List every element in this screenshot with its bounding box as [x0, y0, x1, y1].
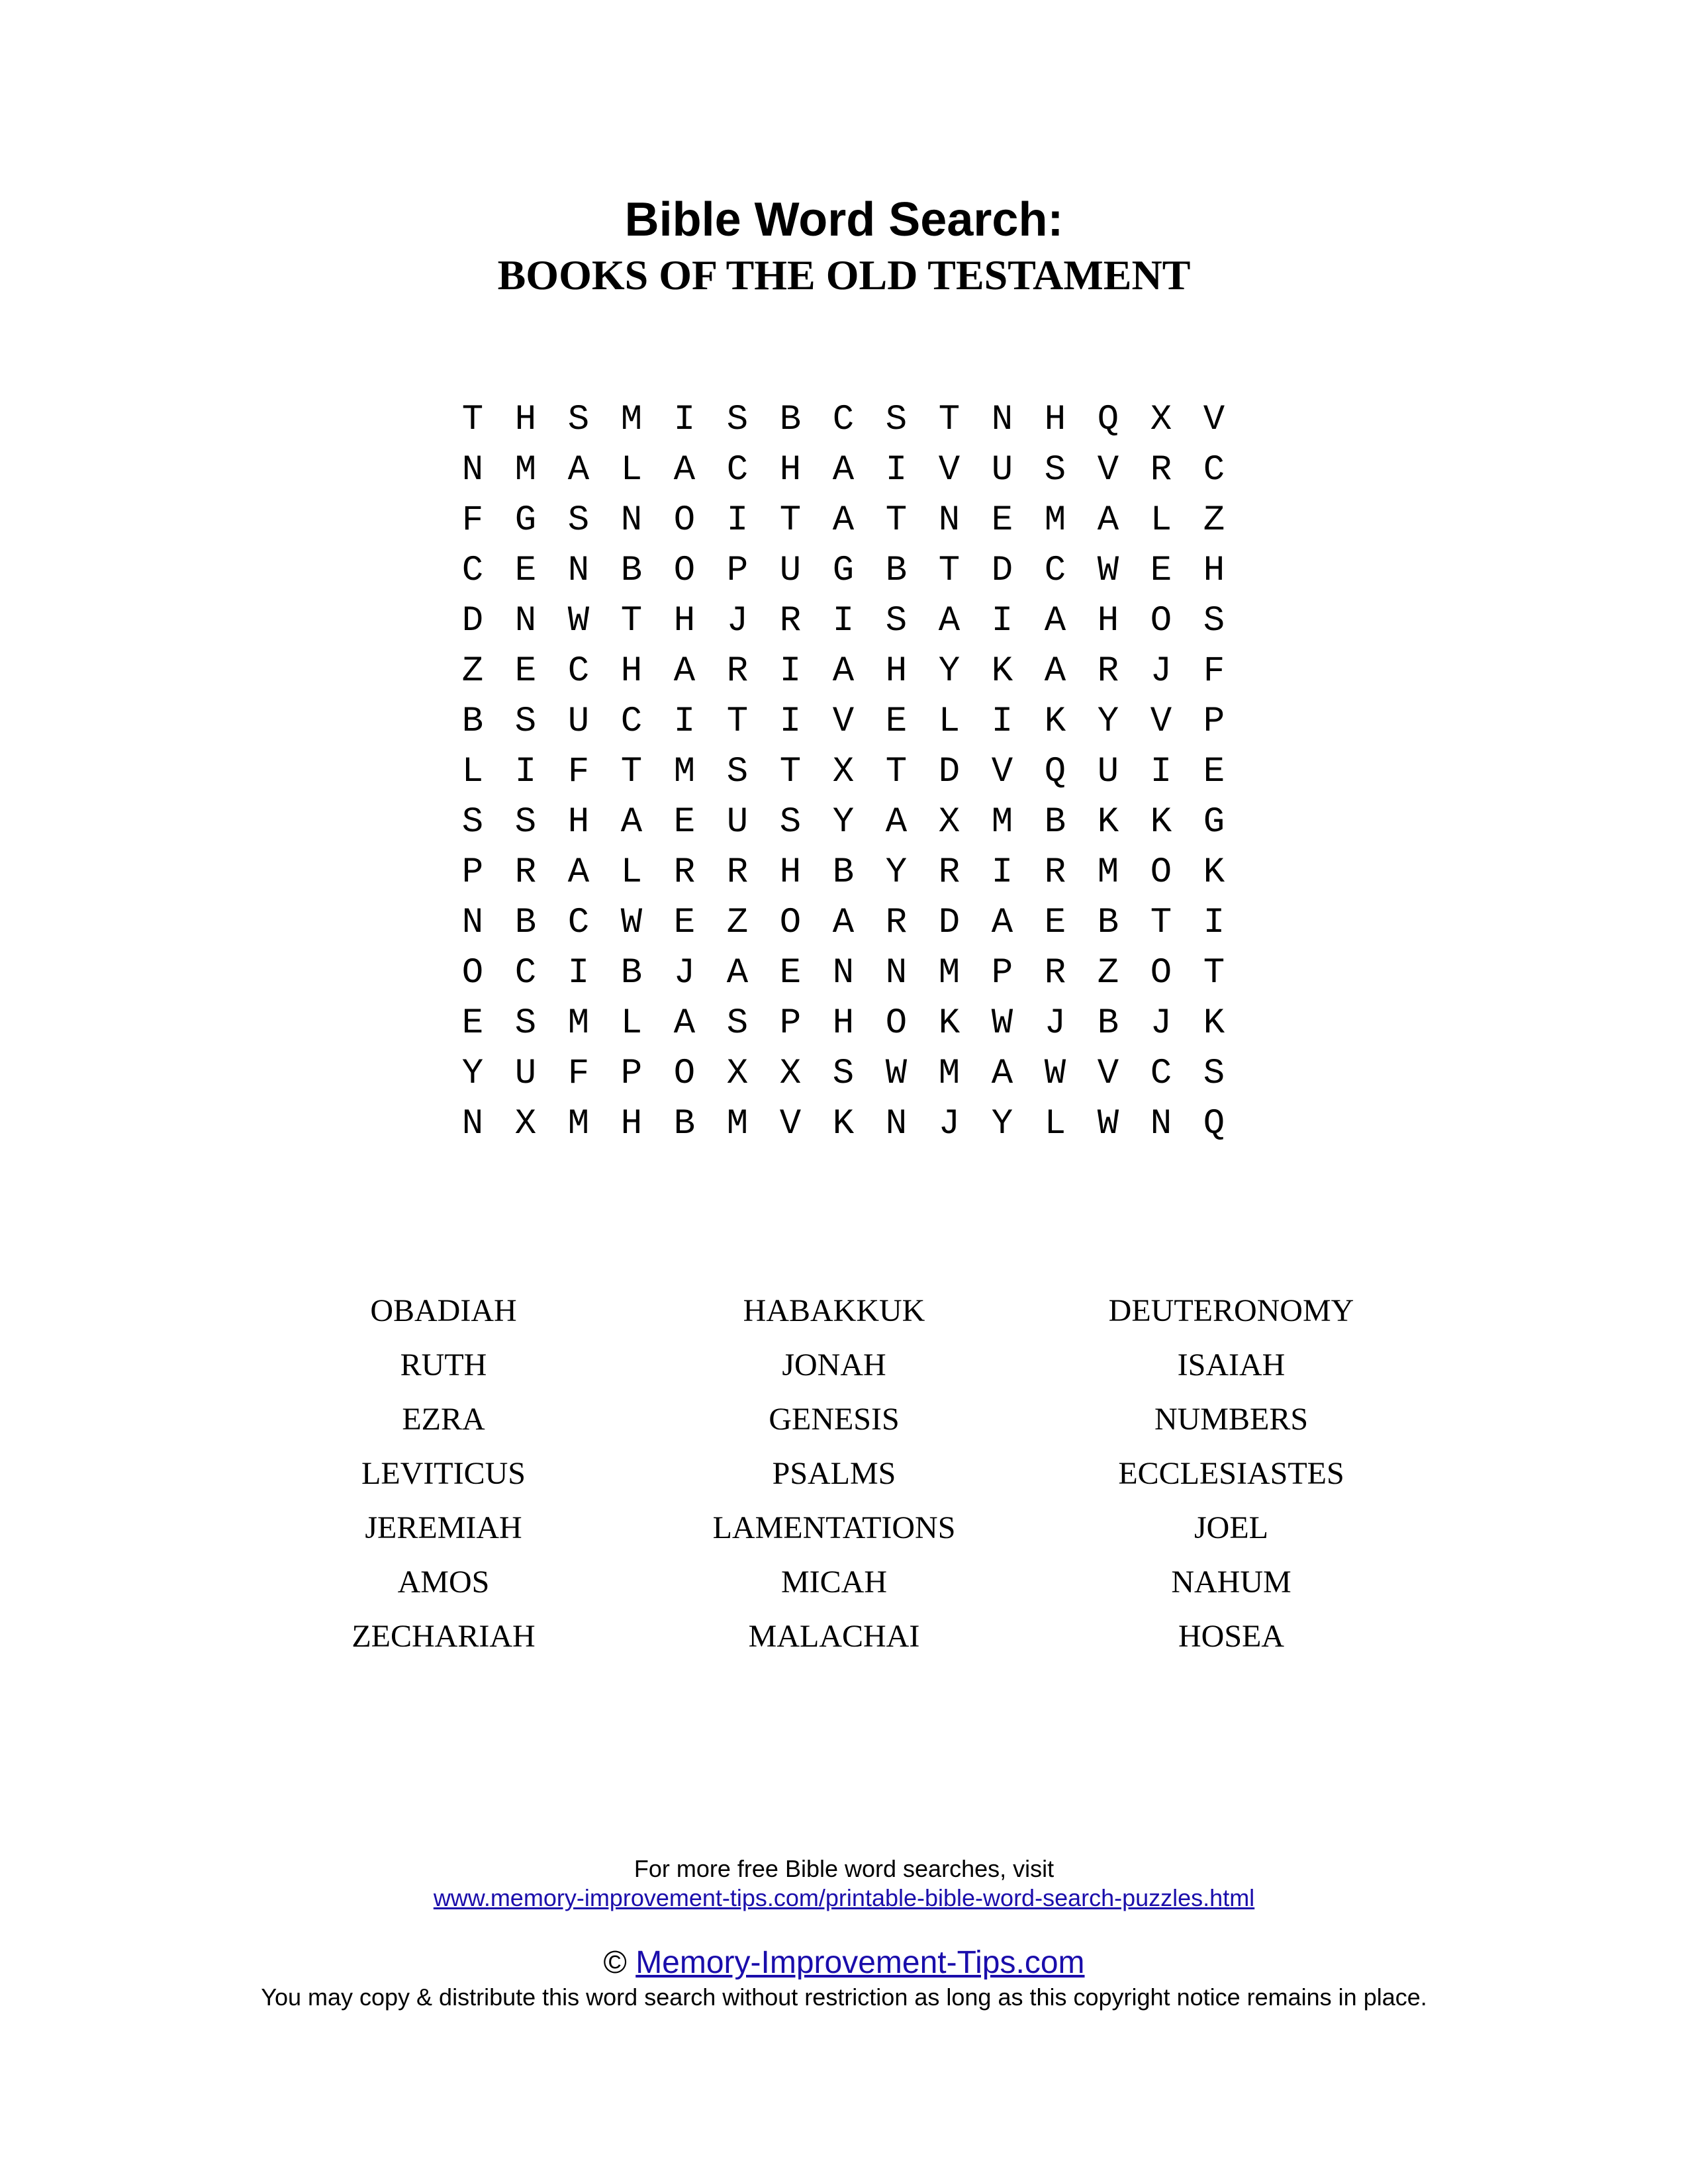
grid-letter: C [726, 450, 749, 490]
grid-letter: C [832, 400, 855, 440]
grid-letter: S [567, 500, 590, 541]
grid-letter: G [1203, 802, 1225, 842]
word-list-item: MALACHAI [748, 1619, 920, 1654]
grid-letter: S [885, 601, 908, 641]
grid-letter: K [832, 1104, 855, 1144]
grid-letter: L [620, 450, 643, 490]
grid-letter: A [832, 651, 855, 692]
grid-letter: W [991, 1003, 1013, 1044]
grid-letter: M [726, 1104, 749, 1144]
grid-letter: A [938, 601, 961, 641]
grid-letter: R [779, 601, 802, 641]
grid-letter: I [514, 752, 537, 792]
grid-letter: J [1044, 1003, 1066, 1044]
word-list-item: JEREMIAH [365, 1510, 522, 1545]
grid-letter: I [832, 601, 855, 641]
grid-letter: L [620, 1003, 643, 1044]
grid-letter: I [726, 500, 749, 541]
grid-letter: N [938, 500, 961, 541]
grid-letter: V [991, 752, 1013, 792]
grid-letter: U [726, 802, 749, 842]
grid-letter: A [991, 903, 1013, 943]
grid-letter: M [673, 752, 696, 792]
grid-letter: V [1097, 450, 1119, 490]
grid-letter: E [514, 651, 537, 692]
grid-letter: C [567, 903, 590, 943]
grid-letter: Q [1097, 400, 1119, 440]
grid-letter: S [779, 802, 802, 842]
grid-letter: Z [726, 903, 749, 943]
word-list-item: JONAH [782, 1347, 886, 1383]
page-title: Bible Word Search: [624, 193, 1064, 246]
grid-letter: J [1150, 1003, 1172, 1044]
grid-letter: M [567, 1104, 590, 1144]
copyright-symbol: © [603, 1945, 627, 1980]
grid-letter: T [885, 752, 908, 792]
grid-letter: O [1150, 953, 1172, 993]
grid-letter: L [1044, 1104, 1066, 1144]
grid-letter: R [673, 852, 696, 893]
grid-letter: N [461, 1104, 484, 1144]
word-list-item: ZECHARIAH [352, 1619, 536, 1654]
grid-letter: I [1203, 903, 1225, 943]
grid-letter: Z [1097, 953, 1119, 993]
grid-letter: K [1203, 1003, 1225, 1044]
grid-letter: T [938, 551, 961, 591]
grid-letter: D [461, 601, 484, 641]
grid-letter: V [1150, 702, 1172, 742]
grid-letter: T [1150, 903, 1172, 943]
grid-letter: P [779, 1003, 802, 1044]
grid-letter: S [461, 802, 484, 842]
grid-letter: O [779, 903, 802, 943]
grid-letter: A [567, 852, 590, 893]
grid-letter: P [991, 953, 1013, 993]
grid-letter: N [885, 953, 908, 993]
grid-letter: Y [938, 651, 961, 692]
grid-letter: N [885, 1104, 908, 1144]
grid-letter: O [461, 953, 484, 993]
grid-letter: T [726, 702, 749, 742]
grid-letter: E [514, 551, 537, 591]
grid-letter: I [567, 953, 590, 993]
grid-letter: P [726, 551, 749, 591]
grid-letter: A [832, 903, 855, 943]
grid-letter: S [1044, 450, 1066, 490]
grid-letter: M [938, 953, 961, 993]
grid-letter: I [1150, 752, 1172, 792]
grid-letter: Y [461, 1054, 484, 1094]
grid-row [446, 496, 1241, 546]
grid-letter: O [673, 1054, 696, 1094]
grid-letter: K [1044, 702, 1066, 742]
grid-letter: L [620, 852, 643, 893]
grid-letter: N [832, 953, 855, 993]
grid-letter: X [779, 1054, 802, 1094]
grid-letter: H [620, 1104, 643, 1144]
grid-letter: H [1097, 601, 1119, 641]
grid-letter: S [832, 1054, 855, 1094]
grid-letter: H [885, 651, 908, 692]
grid-row [446, 898, 1241, 948]
grid-letter: S [726, 752, 749, 792]
grid-row [446, 797, 1241, 848]
grid-letter: M [1097, 852, 1119, 893]
grid-letter: H [673, 601, 696, 641]
grid-row [446, 596, 1241, 647]
grid-letter: C [620, 702, 643, 742]
word-list-item: ISAIAH [1177, 1347, 1286, 1383]
grid-row [446, 445, 1241, 496]
grid-letter: N [991, 400, 1013, 440]
grid-letter: K [938, 1003, 961, 1044]
grid-letter: V [832, 702, 855, 742]
grid-letter: T [938, 400, 961, 440]
word-list-column-3 [1033, 1284, 1430, 1664]
grid-letter: T [885, 500, 908, 541]
grid-letter: J [726, 601, 749, 641]
grid-letter: R [726, 651, 749, 692]
grid-letter: S [726, 1003, 749, 1044]
grid-letter: Y [991, 1104, 1013, 1144]
grid-letter: R [1044, 852, 1066, 893]
grid-letter: H [779, 852, 802, 893]
grid-letter: T [779, 500, 802, 541]
word-list-item: ECCLESIASTES [1118, 1456, 1344, 1491]
grid-letter: D [938, 752, 961, 792]
grid-letter: W [885, 1054, 908, 1094]
grid-letter: E [673, 802, 696, 842]
grid-letter: A [673, 651, 696, 692]
grid-letter: U [514, 1054, 537, 1094]
grid-letter: V [779, 1104, 802, 1144]
grid-letter: E [885, 702, 908, 742]
grid-letter: K [1150, 802, 1172, 842]
grid-row [446, 647, 1241, 697]
grid-letter: W [1097, 551, 1119, 591]
grid-letter: J [1150, 651, 1172, 692]
word-list-item: RUTH [400, 1347, 487, 1383]
grid-letter: B [832, 852, 855, 893]
grid-letter: Y [1097, 702, 1119, 742]
grid-row [446, 546, 1241, 596]
grid-letter: Z [1203, 500, 1225, 541]
copyright-link[interactable]: Memory-Improvement-Tips.com [635, 1945, 1085, 1980]
grid-letter: E [1203, 752, 1225, 792]
grid-letter: J [938, 1104, 961, 1144]
grid-letter: C [1203, 450, 1225, 490]
grid-letter: E [991, 500, 1013, 541]
grid-letter: L [461, 752, 484, 792]
grid-letter: P [620, 1054, 643, 1094]
grid-letter: B [885, 551, 908, 591]
grid-letter: S [514, 702, 537, 742]
grid-letter: O [885, 1003, 908, 1044]
grid-letter: A [832, 450, 855, 490]
grid-letter: F [567, 752, 590, 792]
grid-letter: Q [1044, 752, 1066, 792]
grid-letter: M [1044, 500, 1066, 541]
grid-letter: A [673, 1003, 696, 1044]
grid-letter: M [567, 1003, 590, 1044]
grid-letter: H [1044, 400, 1066, 440]
grid-letter: A [567, 450, 590, 490]
grid-letter: O [673, 500, 696, 541]
grid-letter: N [461, 450, 484, 490]
grid-row [446, 395, 1241, 445]
word-list-item: EZRA [402, 1402, 485, 1437]
word-list-item: DEUTERONOMY [1108, 1293, 1354, 1328]
grid-letter: H [779, 450, 802, 490]
grid-letter: P [461, 852, 484, 893]
grid-letter: V [1203, 400, 1225, 440]
grid-letter: M [620, 400, 643, 440]
grid-letter: X [832, 752, 855, 792]
grid-letter: N [620, 500, 643, 541]
grid-row [446, 747, 1241, 797]
grid-letter: U [567, 702, 590, 742]
grid-letter: W [1097, 1104, 1119, 1144]
grid-letter: X [514, 1104, 537, 1144]
grid-letter: Y [832, 802, 855, 842]
grid-letter: E [1044, 903, 1066, 943]
grid-letter: A [991, 1054, 1013, 1094]
grid-letter: C [567, 651, 590, 692]
grid-letter: A [726, 953, 749, 993]
word-list-item: MICAH [780, 1565, 887, 1600]
grid-letter: C [461, 551, 484, 591]
word-list-item: GENESIS [769, 1402, 900, 1437]
grid-row [446, 999, 1241, 1049]
copyright-line [0, 1944, 1688, 1981]
promo-url-line [0, 1884, 1688, 1913]
word-list-item: NAHUM [1171, 1565, 1291, 1600]
grid-letter: I [779, 702, 802, 742]
grid-letter: E [1150, 551, 1172, 591]
grid-letter: A [832, 500, 855, 541]
grid-letter: X [1150, 400, 1172, 440]
grid-letter: S [514, 802, 537, 842]
grid-letter: M [514, 450, 537, 490]
grid-letter: F [461, 500, 484, 541]
grid-row [446, 848, 1241, 898]
grid-letter: E [673, 903, 696, 943]
grid-letter: H [1203, 551, 1225, 591]
grid-letter: U [779, 551, 802, 591]
grid-letter: S [726, 400, 749, 440]
grid-letter: I [991, 702, 1013, 742]
grid-letter: R [726, 852, 749, 893]
grid-letter: U [1097, 752, 1119, 792]
grid-letter: T [620, 752, 643, 792]
grid-letter: R [938, 852, 961, 893]
grid-letter: V [938, 450, 961, 490]
grid-row [446, 1049, 1241, 1099]
grid-letter: N [1150, 1104, 1172, 1144]
grid-letter: A [885, 802, 908, 842]
grid-letter: V [1097, 1054, 1119, 1094]
grid-letter: I [885, 450, 908, 490]
grid-letter: W [567, 601, 590, 641]
grid-letter: I [779, 651, 802, 692]
promo-url-link[interactable]: www.memory-improvement-tips.com/printable-bible-word-search-puzzles.html [433, 1884, 1255, 1911]
grid-letter: R [514, 852, 537, 893]
word-search-grid [446, 395, 1241, 1150]
grid-letter: A [620, 802, 643, 842]
word-list [0, 1284, 1688, 1681]
grid-letter: C [1044, 551, 1066, 591]
grid-letter: I [673, 400, 696, 440]
grid-letter: F [567, 1054, 590, 1094]
grid-letter: Y [885, 852, 908, 893]
grid-letter: O [1150, 601, 1172, 641]
word-list-item: HOSEA [1178, 1619, 1284, 1654]
grid-letter: T [1203, 953, 1225, 993]
word-list-item: AMOS [397, 1565, 490, 1600]
grid-letter: E [461, 1003, 484, 1044]
word-list-item: LAMENTATIONS [712, 1510, 956, 1545]
grid-letter: S [1203, 601, 1225, 641]
grid-letter: O [1150, 852, 1172, 893]
promo-text: For more free Bible word searches, visit [633, 1855, 1055, 1882]
grid-letter: Z [461, 651, 484, 692]
grid-letter: A [673, 450, 696, 490]
grid-letter: A [1044, 601, 1066, 641]
grid-letter: N [461, 903, 484, 943]
grid-letter: B [1044, 802, 1066, 842]
grid-letter: X [938, 802, 961, 842]
grid-row [446, 948, 1241, 999]
grid-letter: S [567, 400, 590, 440]
grid-letter: B [779, 400, 802, 440]
grid-letter: K [991, 651, 1013, 692]
word-list-item: NUMBERS [1154, 1402, 1309, 1437]
grid-row [446, 697, 1241, 747]
word-list-column-1 [245, 1284, 642, 1664]
grid-letter: B [461, 702, 484, 742]
word-list-column-2 [635, 1284, 1033, 1664]
grid-letter: E [779, 953, 802, 993]
grid-letter: T [620, 601, 643, 641]
grid-letter: P [1203, 702, 1225, 742]
grid-letter: A [1097, 500, 1119, 541]
grid-letter: X [726, 1054, 749, 1094]
grid-letter: K [1097, 802, 1119, 842]
grid-letter: K [1203, 852, 1225, 893]
grid-letter: B [620, 551, 643, 591]
grid-letter: R [1150, 450, 1172, 490]
grid-letter: R [885, 903, 908, 943]
grid-letter: B [1097, 903, 1119, 943]
grid-letter: D [938, 903, 961, 943]
grid-letter: I [991, 852, 1013, 893]
grid-letter: W [1044, 1054, 1066, 1094]
word-list-item: PSALMS [772, 1456, 896, 1491]
grid-letter: S [885, 400, 908, 440]
grid-letter: B [673, 1104, 696, 1144]
grid-letter: Q [1203, 1104, 1225, 1144]
grid-letter: H [620, 651, 643, 692]
word-list-item: HABAKKUK [743, 1293, 925, 1328]
grid-letter: I [991, 601, 1013, 641]
grid-letter: C [1150, 1054, 1172, 1094]
grid-letter: T [461, 400, 484, 440]
grid-letter: R [1097, 651, 1119, 692]
grid-letter: R [1044, 953, 1066, 993]
grid-letter: G [514, 500, 537, 541]
grid-letter: B [514, 903, 537, 943]
copyright-notice: You may copy & distribute this word search without restriction as long as this copyright notice remains in place. [261, 1983, 1427, 2011]
grid-letter: W [620, 903, 643, 943]
grid-letter: S [1203, 1054, 1225, 1094]
grid-letter: C [514, 953, 537, 993]
grid-letter: N [567, 551, 590, 591]
grid-letter: N [514, 601, 537, 641]
grid-row [446, 1099, 1241, 1150]
grid-letter: H [567, 802, 590, 842]
grid-letter: A [1044, 651, 1066, 692]
grid-letter: B [620, 953, 643, 993]
grid-letter: H [832, 1003, 855, 1044]
grid-letter: S [514, 1003, 537, 1044]
word-list-item: LEVITICUS [361, 1456, 526, 1491]
grid-letter: T [779, 752, 802, 792]
grid-letter: L [938, 702, 961, 742]
grid-letter: H [514, 400, 537, 440]
grid-letter: M [991, 802, 1013, 842]
grid-letter: U [991, 450, 1013, 490]
grid-letter: I [673, 702, 696, 742]
grid-letter: O [673, 551, 696, 591]
grid-letter: F [1203, 651, 1225, 692]
page-subtitle: BOOKS OF THE OLD TESTAMENT [497, 251, 1191, 298]
grid-letter: D [991, 551, 1013, 591]
grid-letter: J [673, 953, 696, 993]
grid-letter: M [938, 1054, 961, 1094]
grid-letter: L [1150, 500, 1172, 541]
grid-letter: G [832, 551, 855, 591]
grid-letter: B [1097, 1003, 1119, 1044]
word-list-item: OBADIAH [370, 1293, 517, 1328]
word-list-item: JOEL [1194, 1510, 1268, 1545]
